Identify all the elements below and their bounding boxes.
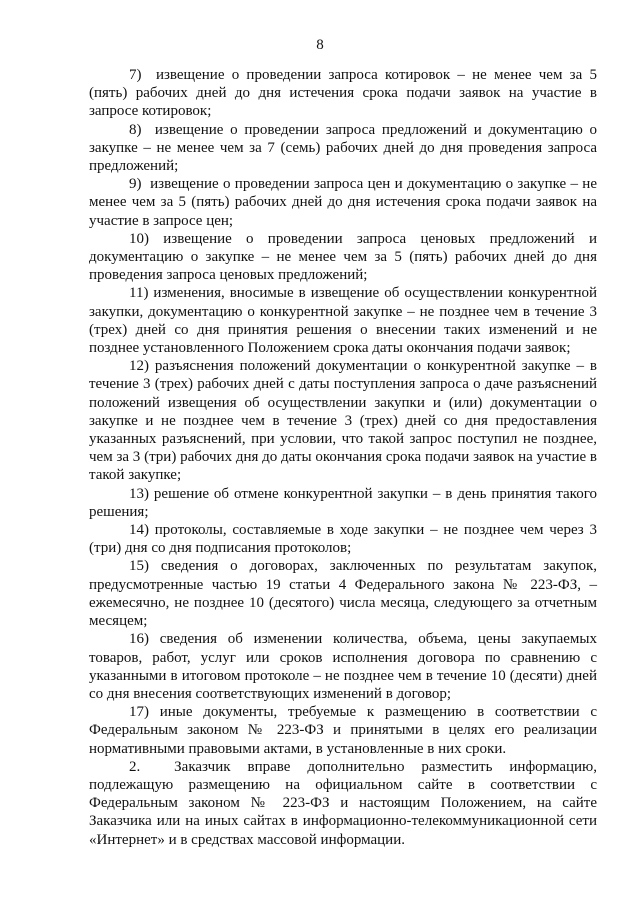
paragraph-item-7: 7) извещение о проведении запроса котировок – не менее чем за 5 (пять) рабочих дней до дня истечения срока подачи заявок на участие в запросе котировок; <box>89 67 597 120</box>
paragraph-item-8: 8) извещение о проведении запроса предложений и документацию о закупке – не менее чем за 7 (семь) рабочих дней до дня проведения запроса предложений; <box>89 121 597 175</box>
paragraph-section-2: 2. Заказчик вправе дополнительно разместить информацию, подлежащую размещению на официальном сайте в соответствии с Федеральным законом № 223-ФЗ и настоящим Положением, на сайте Заказчика или на иных сайтах в информационно-телекоммуникационной сети «Интернет» и в средствах массовой информации. <box>89 758 597 848</box>
paragraph-item-17: 17) иные документы, требуемые к размещению в соответствии с Федеральным законом № 223-ФЗ и принятыми в целях его реализации нормативными правовыми актами, в установленные в них сроки. <box>89 704 597 757</box>
paragraph-item-15: 15) сведения о договорах, заключенных по результатам закупок, предусмотренные частью 19 статьи 4 Федерального закона № 223-ФЗ, – ежемесячно, не позднее 10 (десятого) числа месяца, следующего за отчетным месяцем; <box>89 558 597 630</box>
paragraph-item-9: 9) извещение о проведении запроса цен и документацию о закупке – не менее чем за 5 (пять) рабочих дней до дня истечения срока подачи заявок на участие в запросе цен; <box>89 176 597 229</box>
paragraph-item-14: 14) протоколы, составляемые в ходе закупки – не позднее чем через 3 (три) дня со дня подписания протоколов; <box>89 522 597 557</box>
paragraph-item-10: 10) извещение о проведении запроса ценовых предложений и документацию о закупке – не менее чем за 5 (пять) рабочих дней до дня проведения запроса ценовых предложений; <box>89 230 597 284</box>
paragraph-item-16: 16) сведения об изменении количества, объема, цены закупаемых товаров, работ, услуг или сроков исполнения договора по сравнению с указанными в итоговом протоколе – не позднее чем в течение 10 (десяти) дней со дня внесения соответствующих изменений в договор; <box>89 631 597 702</box>
paragraph-item-13: 13) решение об отмене конкурентной закупки – в день принятия такого решения; <box>89 485 597 520</box>
paragraph-item-12: 12) разъяснения положений документации о конкурентной закупке – в течение 3 (трех) рабочих дней с даты поступления запроса о даче разъяснений положений извещения об осуществлении закупки и (или) документации о закупке и не позднее чем в течение 3 (трех) дней со дня предоставления указанных разъяснений, при условии, что такой запрос поступил не позднее, чем за 3 (три) рабочих дня до даты окончания срока подачи заявок на участие в такой закупке; <box>89 358 597 484</box>
paragraph-item-11: 11) изменения, вносимые в извещение об осуществлении конкурентной закупки, документацию о конкурентной закупке – не позднее чем в течение 3 (трех) дней со дня принятия решения о внесении таких изменений и не позднее установленного Положением срока даты окончания подачи заявок; <box>89 285 597 357</box>
document-body <box>89 66 597 849</box>
page-number: 8 <box>316 37 324 53</box>
